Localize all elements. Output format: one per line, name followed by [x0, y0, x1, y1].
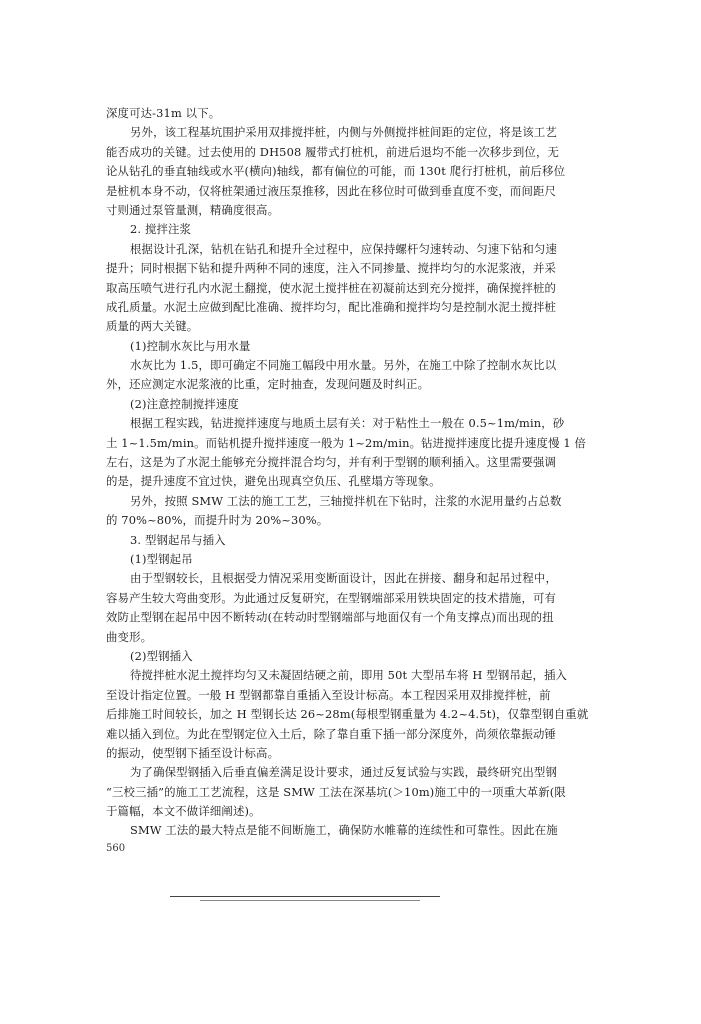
text-line: 容易产生较大弯曲变形。为此通过反复研究，在型钢端部采用铁块固定的技术措施，可有: [106, 590, 557, 605]
text-line: 寸则通过泵管量测，精确度很高。: [106, 202, 280, 217]
text-line: 论从钻孔的垂直轴线或水平(横向)轴线，都有偏位的可能，而 130t 爬行打桩机，前后移位: [106, 164, 566, 179]
text-line: 为了确保型钢插入后垂直偏差满足设计要求，通过反复试验与实践，最终研究出型钢: [130, 765, 558, 780]
text-line: 提升；同时根据下钻和提升两种不同的速度，注入不同掺量、搅拌均匀的水泥浆液，并采: [106, 261, 557, 276]
text-line: 的是，提升速度不宜过快，避免出现真空负压、孔壁塌方等现象。: [106, 474, 441, 489]
text-line: (1)控制水灰比与用水量: [130, 338, 251, 353]
text-line: 待搅拌桩水泥土搅拌均匀又未凝固结硬之前，即用 50t 大型吊车将 H 型钢吊起，插入: [130, 668, 568, 683]
text-line: 效防止型钢在起吊中因不断转动(在转动时型钢端部与地面仅有一个角支撑点)而出现的扭: [106, 610, 554, 625]
text-line: (1)型钢起吊: [130, 551, 193, 566]
text-line: 左右，这是为了水泥土能够充分搅拌混合均匀，并有利于型钢的顺利插入。这里需要强调: [106, 455, 557, 470]
text-line: 至设计指定位置。一般 H 型钢都靠自重插入至设计标高。本工程因采用双排搅拌桩，前: [106, 687, 551, 702]
footer-rule-secondary: [200, 900, 420, 901]
document-body: [106, 104, 590, 841]
text-line: 的振动，使型钢下插至设计标高。: [106, 745, 280, 760]
text-line: (2)注意控制搅拌速度: [130, 396, 239, 411]
text-line: 深度可达-31m 以下。: [106, 106, 221, 120]
text-line: 根据设计孔深，钻机在钻孔和提升全过程中，应保持螺杆匀速转动、匀速下钻和匀速: [130, 241, 558, 256]
text-line: 根据工程实践，钻进搅拌速度与地质土层有关：对于粘性土一般在 0.5~1m/min，砂: [130, 416, 565, 431]
text-line: 后排施工时间较长，加之 H 型钢长达 26~28m(每根型钢重量为 4.2~4.5t)，仅靠型钢自重就: [106, 707, 589, 722]
text-line: 3. 型钢起吊与插入: [130, 532, 226, 547]
text-line: 外，还应测定水泥浆液的比重，定时抽查，发现问题及时纠正。: [106, 377, 430, 392]
text-line: 水灰比为 1.5，即可确定不同施工幅段中用水量。另外，在施工中除了控制水灰比以: [130, 358, 557, 373]
text-line: 能否成功的关键。过去使用的 DH508 履带式打桩机，前进后退均不能一次移步到位，无: [106, 144, 560, 159]
text-line: 的 70%~80%，而提升时为 20%~30%。: [106, 513, 329, 528]
text-line: 质量的两大关键。: [106, 319, 199, 334]
text-line: 成孔质量。水泥土应做到配比准确、搅拌均匀，配比准确和搅拌均匀是控制水泥土搅拌桩: [106, 299, 557, 314]
text-line: 曲变形。: [106, 629, 153, 644]
text-line: 2. 搅拌注浆: [130, 222, 192, 237]
text-line: 是桩机本身不动，仅将桩架通过液压泵推移，因此在移位时可做到垂直度不变，而间距尺: [106, 183, 557, 198]
text-line: SMW 工法的最大特点是能不间断施工，确保防水帷幕的连续性和可靠性。因此在施: [130, 823, 558, 838]
text-line: (2)型钢插入: [130, 648, 193, 663]
text-line: “三校三插”的施工工艺流程，这是 SMW 工法在深基坑(＞10m)施工中的一项重大革新(限: [106, 784, 566, 799]
text-line: 由于型钢较长，且根据受力情况采用变断面设计，因此在拼接、翻身和起吊过程中，: [130, 571, 558, 586]
text-line: 取高压喷气进行孔内水泥土翻搅，使水泥土搅拌桩在初凝前达到充分搅拌，确保搅拌桩的: [106, 280, 557, 295]
text-line: 于篇幅，本文不做详细阐述)。: [106, 804, 261, 819]
text-line: 难以插入到位。为此在型钢定位入土后，除了靠自重下插一部分深度外，尚须依靠振动锤: [106, 726, 557, 741]
text-line: 另外，该工程基坑围护采用双排搅拌桩，内侧与外侧搅拌桩间距的定位，将是该工艺: [130, 125, 558, 140]
text-line: 另外，按照 SMW 工法的施工工艺，三轴搅拌机在下钻时，注浆的水泥用量约占总数: [130, 493, 562, 508]
text-line: 土 1~1.5m/min。而钻机提升搅拌速度一般为 1~2m/min。钻进搅拌速度比提升速度慢 1 倍: [106, 435, 587, 450]
page-number: 560: [106, 843, 126, 854]
footer-rule: [170, 896, 440, 897]
